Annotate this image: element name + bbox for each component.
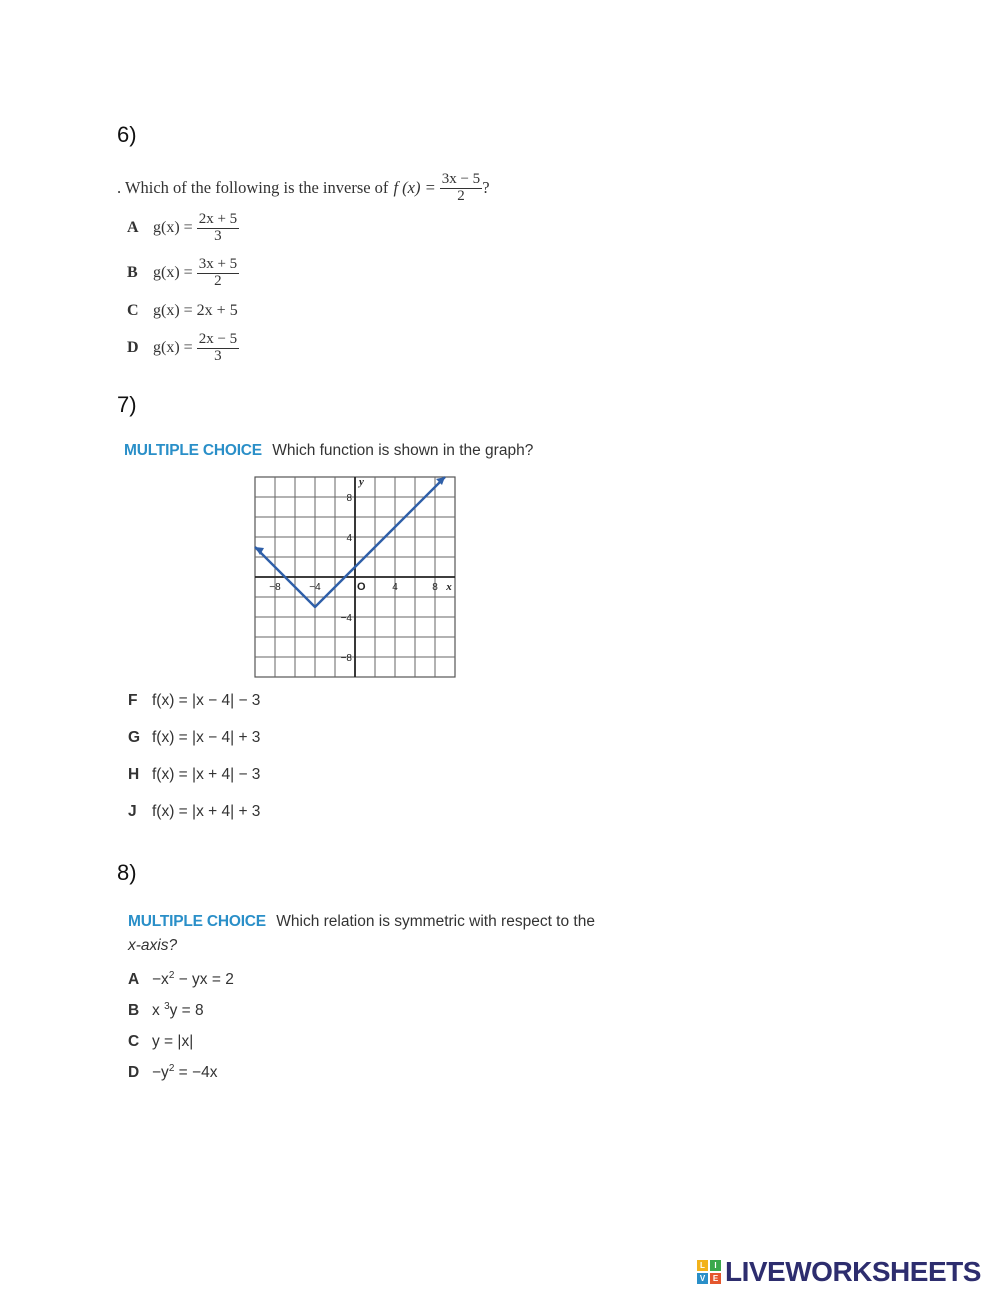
x-tick-label: 8	[432, 582, 438, 593]
q6-option-fraction	[197, 332, 239, 365]
q6-option-numerator: 2x − 5	[198, 331, 238, 347]
q7-option-letter: G	[128, 729, 141, 746]
x-axis-label: x	[446, 581, 452, 593]
q6-option-denominator: 2	[214, 272, 222, 289]
q8-option-letter: A	[128, 970, 140, 988]
q6-prompt-denominator: 2	[457, 187, 465, 204]
origin-label: O	[357, 581, 366, 593]
q7-mc-label: MULTIPLE CHOICE	[124, 442, 262, 459]
expr-sup: 2	[168, 970, 175, 981]
q6-prompt-suffix: ?	[482, 178, 490, 198]
q8-option-a[interactable]	[128, 970, 234, 989]
expr-part: −y	[152, 1064, 169, 1082]
q6-prompt-func: f (x) =	[393, 178, 436, 198]
q7-option-text: f(x) = |x + 4| + 3	[152, 803, 261, 820]
question-6-number: 6)	[117, 122, 137, 147]
q6-option-denominator: 3	[214, 347, 222, 364]
question-6-prompt	[117, 172, 490, 205]
expr-part: −x	[152, 971, 169, 989]
q6-option-c[interactable]	[127, 302, 238, 320]
q8-option-expr	[152, 1001, 204, 1020]
q8-option-expr	[152, 970, 234, 989]
q8-option-letter: B	[128, 1001, 140, 1019]
q7-option-letter: J	[128, 803, 137, 820]
expr-part: y = |x|	[152, 1033, 194, 1051]
question-7-prompt	[124, 442, 533, 460]
expr-part: − yx = 2	[174, 971, 234, 989]
q8-option-letter: D	[128, 1063, 140, 1081]
q6-option-a[interactable]	[127, 212, 239, 245]
q8-option-c[interactable]	[128, 1032, 193, 1051]
q6-option-denominator: 3	[214, 227, 222, 244]
q6-option-b[interactable]	[127, 257, 239, 290]
q6-option-letter: D	[127, 339, 139, 357]
q7-option-letter: H	[128, 766, 140, 783]
question-7-number: 7)	[117, 392, 137, 417]
q6-option-letter: A	[127, 219, 139, 237]
q7-option-g[interactable]	[128, 729, 260, 747]
expr-part: = −4x	[174, 1064, 218, 1082]
q7-option-text: f(x) = |x − 4| − 3	[152, 692, 261, 709]
logo-cell: I	[710, 1260, 721, 1271]
y-axis-label: y	[359, 476, 364, 488]
q8-prompt-line1: Which relation is symmetric with respect to the	[276, 913, 595, 930]
y-tick-label: −8	[340, 653, 352, 664]
q7-option-text: f(x) = |x + 4| − 3	[152, 766, 261, 783]
q8-prompt-line2: x-axis?	[128, 937, 178, 954]
q8-option-b[interactable]	[128, 1001, 204, 1020]
y-tick-label: −4	[340, 613, 352, 624]
q7-prompt-text: Which function is shown in the graph?	[272, 442, 534, 459]
q7-option-h[interactable]	[128, 766, 260, 784]
q6-option-fraction	[197, 212, 239, 245]
q6-prompt-numerator: 3x − 5	[441, 171, 481, 187]
y-tick-label: 4	[346, 533, 352, 544]
q6-option-lhs: g(x) =	[153, 339, 193, 357]
liveworksheets-logo[interactable]	[697, 1256, 981, 1288]
q6-option-d[interactable]	[127, 332, 239, 365]
q6-option-numerator: 2x + 5	[198, 211, 238, 227]
logo-wordmark: LIVEWORKSHEETS	[725, 1256, 981, 1287]
expr-part: y = 8	[169, 1002, 204, 1020]
q6-option-text: g(x) = 2x + 5	[153, 302, 238, 319]
x-tick-label: −4	[309, 582, 321, 593]
q6-option-fraction	[197, 257, 239, 290]
logo-cell: L	[697, 1260, 708, 1271]
q8-option-letter: C	[128, 1032, 140, 1050]
expr-sup: 3	[164, 1001, 170, 1012]
q6-option-letter: B	[127, 264, 138, 282]
q6-option-numerator: 3x + 5	[198, 256, 238, 272]
q8-option-expr	[152, 1063, 217, 1082]
question-8-number: 8)	[117, 860, 137, 885]
q6-option-lhs: g(x) =	[153, 264, 193, 282]
q7-option-j[interactable]	[128, 803, 260, 821]
x-tick-label: 4	[392, 582, 398, 593]
q7-option-text: f(x) = |x − 4| + 3	[152, 729, 261, 746]
logo-cell: V	[697, 1273, 708, 1284]
q8-mc-label: MULTIPLE CHOICE	[128, 913, 266, 930]
expr-part: x	[152, 1002, 165, 1020]
q7-graph	[254, 476, 456, 678]
q6-prompt-prefix: . Which of the following is the inverse of	[117, 178, 389, 198]
question-8-prompt	[128, 910, 595, 958]
q8-option-expr	[152, 1032, 193, 1051]
q6-prompt-fraction	[440, 172, 482, 205]
y-tick-label: 8	[346, 493, 352, 504]
logo-icon	[697, 1260, 721, 1284]
logo-cell: E	[710, 1273, 721, 1284]
q7-option-letter: F	[128, 692, 138, 709]
q6-option-lhs: g(x) =	[153, 219, 193, 237]
x-tick-label: −8	[269, 582, 281, 593]
q6-option-letter: C	[127, 302, 139, 319]
q8-option-d[interactable]	[128, 1063, 217, 1082]
q7-option-f[interactable]	[128, 692, 260, 710]
expr-sup: 2	[168, 1063, 175, 1074]
